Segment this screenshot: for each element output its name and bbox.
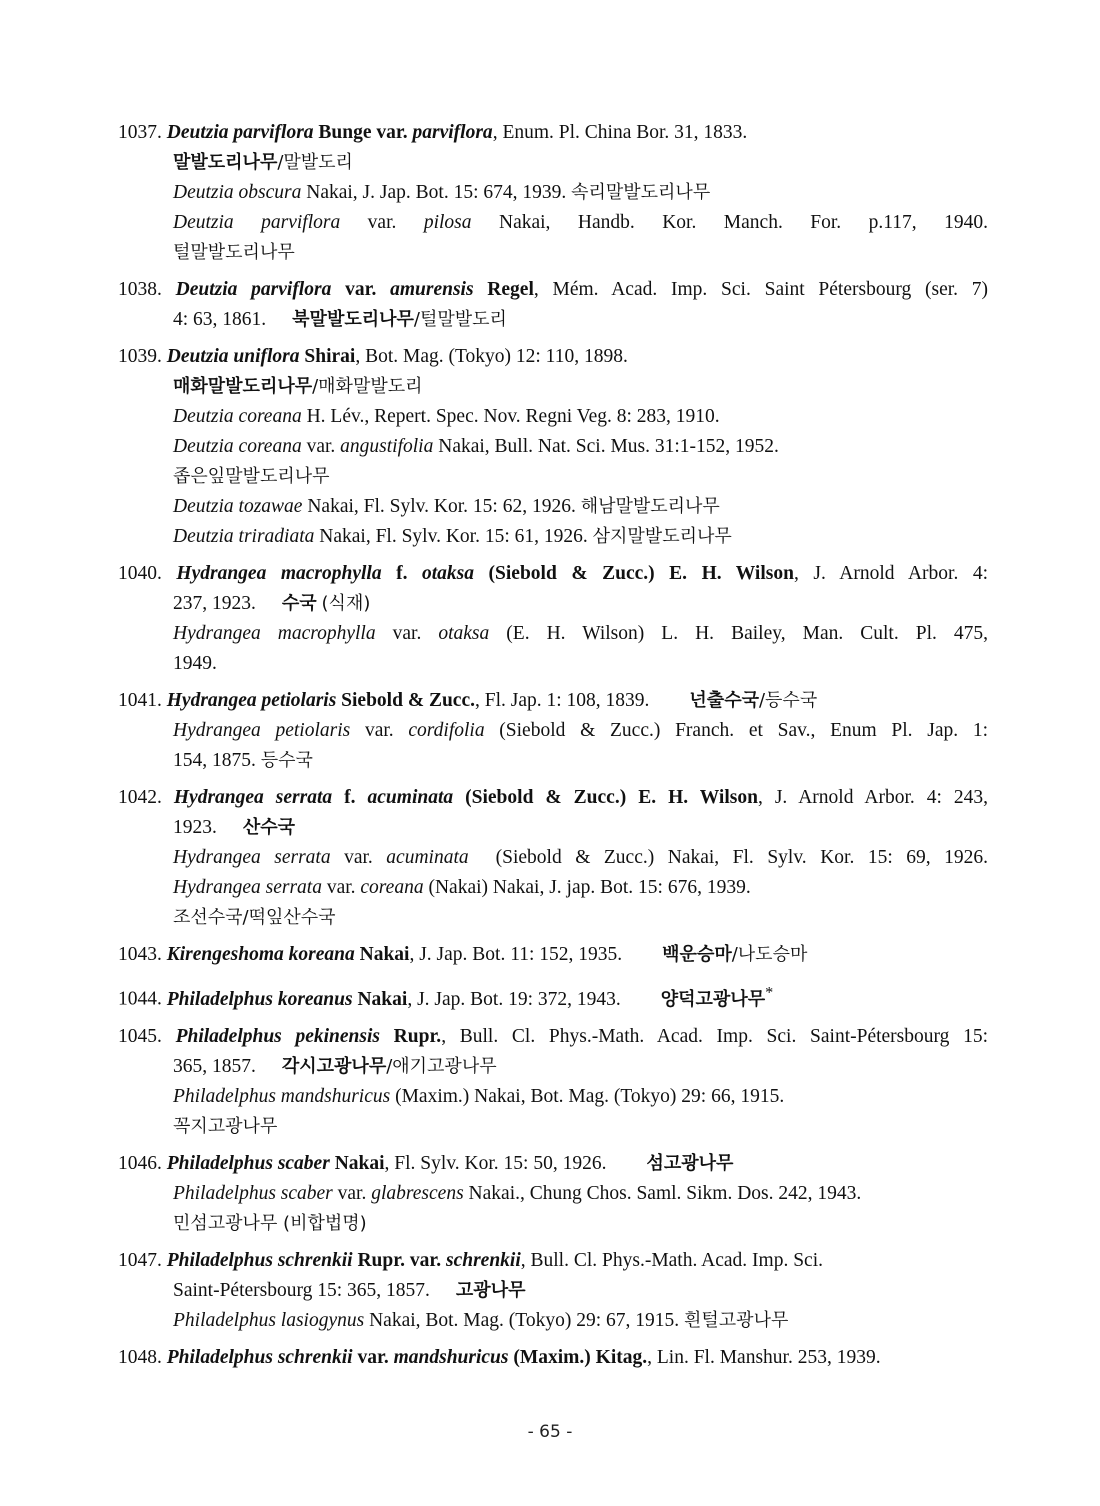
entry-number: 1039.: [118, 346, 167, 367]
entry-sub-line: 털말발도리나무: [173, 242, 295, 263]
entry-number: 1040.: [118, 563, 177, 584]
species-entry: [118, 342, 988, 552]
entry-sub-line: 꼭지고광나무: [173, 1115, 278, 1137]
entry-number: 1037.: [118, 122, 167, 143]
entry-sub-line: Deutzia parviflora var. pilosa Nakai, Handb. Kor. Manch. For. p.117, 1940.: [173, 212, 988, 233]
entry-main-line: [118, 118, 988, 148]
entry-sub-line: Hydrangea macrophylla var. otaksa (E. H. Wilson) L. H. Bailey, Man. Cult. Pl. 475,: [173, 623, 989, 644]
entry-citation: Philadelphus schrenkii Rupr. var. schrenkii, Bull. Cl. Phys.-Math. Acad. Imp. Sci.: [166, 1249, 823, 1271]
entry-sub-line: 1923. 산수국: [173, 817, 296, 838]
entry-citation: Philadelphus scaber Nakai, Fl. Sylv. Kor. 15: 50, 1926. 섬고광나무: [166, 1152, 734, 1174]
entry-citation: Hydrangea macrophylla f. otaksa (Siebold & Zucc.) E. H. Wilson, J. Arnold Arbor. 4:: [176, 563, 989, 584]
entry-sub-line: Deutzia coreana H. Lév., Repert. Spec. Nov. Regni Veg. 8: 283, 1910.: [173, 406, 720, 427]
entry-main-line: [118, 342, 988, 372]
entry-sub-line: 민섬고광나무 (비합법명): [173, 1212, 367, 1234]
entry-number: 1045.: [118, 1025, 176, 1047]
entry-citation: Kirengeshoma koreana Nakai, J. Jap. Bot. 11: 152, 1935. 백운승마/나도승마: [166, 944, 808, 965]
entry-sub-line: Deutzia obscura Nakai, J. Jap. Bot. 15: 674, 1939. 속리말발도리나무: [173, 182, 711, 203]
entry-main-line: [118, 783, 988, 813]
entry-citation: Philadelphus pekinensis Rupr., Bull. Cl. Phys.-Math. Acad. Imp. Sci. Saint-Pétersbourg 15:: [175, 1025, 989, 1047]
entry-number: 1047.: [118, 1249, 167, 1271]
entry-main-line: [118, 1149, 988, 1179]
species-entry: [118, 1149, 988, 1239]
entry-sub-line: 4: 63, 1861. 북말발도리나무/털말발도리: [173, 309, 507, 330]
entry-sub-line: Deutzia triradiata Nakai, Fl. Sylv. Kor. 15: 61, 1926. 삼지말발도리나무: [173, 526, 732, 547]
entry-main-line: [118, 1343, 988, 1373]
entry-sub-line: Deutzia tozawae Nakai, Fl. Sylv. Kor. 15: 62, 1926. 해남말발도리나무: [173, 496, 720, 517]
species-entry: [118, 275, 988, 335]
entry-main-line: [118, 940, 988, 970]
entry-sub-line: Hydrangea serrata var. coreana (Nakai) Nakai, J. jap. Bot. 15: 676, 1939.: [173, 877, 751, 898]
species-entry: [118, 783, 988, 933]
species-entry: [118, 1343, 988, 1373]
species-entry: [118, 940, 988, 970]
page-number: - 65 -: [527, 1422, 573, 1442]
entry-citation: Deutzia uniflora Shirai, Bot. Mag. (Tokyo) 12: 110, 1898.: [166, 346, 628, 367]
entry-sub-line: Philadelphus lasiogynus Nakai, Bot. Mag. (Tokyo) 29: 67, 1915. 흰털고광나무: [173, 1309, 789, 1331]
entry-sub-line: 매화말발도리나무/매화말발도리: [173, 376, 423, 397]
entry-main-line: [118, 686, 988, 716]
entry-sub-line: 말발도리나무/말발도리: [173, 152, 353, 173]
entry-number: 1043.: [118, 944, 167, 965]
entry-main-line: [118, 275, 988, 305]
entry-citation: Deutzia parviflora Bunge var. parviflora, Enum. Pl. China Bor. 31, 1833.: [166, 122, 748, 143]
entry-citation: Philadelphus schrenkii var. mandshuricus (Maxim.) Kitag., Lin. Fl. Manshur. 253, 1939.: [166, 1346, 881, 1368]
entry-sub-line: 좁은잎말발도리나무: [173, 466, 330, 487]
entry-citation: Hydrangea serrata f. acuminata (Siebold & Zucc.) E. H. Wilson, J. Arnold Arbor. 4: 243,: [173, 787, 989, 808]
entry-sub-line: Hydrangea petiolaris var. cordifolia (Siebold & Zucc.) Franch. et Sav., Enum Pl. Jap. 1:: [173, 720, 989, 741]
entry-citation: Philadelphus koreanus Nakai, J. Jap. Bot. 19: 372, 1943. 양덕고광나무*: [166, 983, 774, 1010]
entry-number: 1038.: [118, 279, 176, 300]
entry-main-line: [118, 977, 988, 1015]
species-entry: [118, 559, 988, 679]
entry-sub-line: 조선수국/떡잎산수국: [173, 907, 336, 928]
entry-sub-line: Philadelphus mandshuricus (Maxim.) Nakai, Bot. Mag. (Tokyo) 29: 66, 1915.: [173, 1085, 785, 1107]
entry-sub-line: 237, 1923. 수국 (식재): [173, 593, 371, 614]
entry-sub-line: 154, 1875. 등수국: [173, 750, 313, 771]
entry-sub-line: Philadelphus scaber var. glabrescens Nakai., Chung Chos. Saml. Sikm. Dos. 242, 1943.: [173, 1182, 862, 1204]
entry-number: 1041.: [118, 690, 167, 711]
entry-main-line: [118, 1022, 988, 1052]
entry-sub-line: Saint-Pétersbourg 15: 365, 1857. 고광나무: [173, 1279, 526, 1301]
entry-sub-line: Deutzia coreana var. angustifolia Nakai, Bull. Nat. Sci. Mus. 31:1-152, 1952.: [173, 436, 779, 457]
species-entry: [118, 1246, 988, 1336]
entry-sub-line: 1949.: [173, 653, 217, 674]
entry-citation: Deutzia parviflora var. amurensis Regel, Mém. Acad. Imp. Sci. Saint Pétersbourg (ser. 7): [175, 279, 989, 300]
entry-sub-line: 365, 1857. 각시고광나무/애기고광나무: [173, 1055, 497, 1077]
entry-number: 1042.: [118, 787, 174, 808]
species-entry: [118, 1022, 988, 1142]
entry-sub-line: Hydrangea serrata var. acuminata (Siebold & Zucc.) Nakai, Fl. Sylv. Kor. 15: 69, 1926.: [173, 847, 988, 868]
document-body: [118, 118, 988, 1380]
entry-number: 1048.: [118, 1346, 167, 1368]
species-entry: [118, 686, 988, 776]
entry-number: 1044.: [118, 988, 167, 1010]
entry-citation: Hydrangea petiolaris Siebold & Zucc., Fl. Jap. 1: 108, 1839. 넌출수국/등수국: [166, 690, 818, 711]
entry-main-line: [118, 1246, 988, 1276]
species-entry: [118, 977, 988, 1015]
species-entry: [118, 118, 988, 268]
entry-main-line: [118, 559, 988, 589]
entry-number: 1046.: [118, 1152, 167, 1174]
